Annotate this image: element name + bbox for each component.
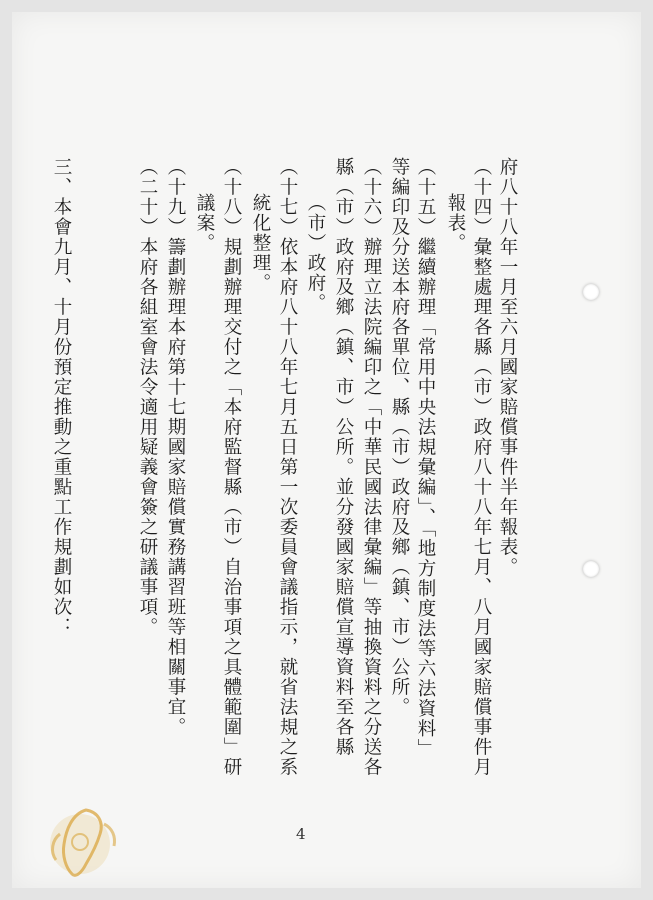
- text-column-6: （十六）辦理立法院編印之「中華民國法律彙編」等抽換資料之分送各: [361, 157, 382, 777]
- page-number: 4: [296, 825, 306, 843]
- taiwan-map-logo-icon: [42, 804, 124, 882]
- text-column-5: 等編印及分送本府各單位、縣（市）政府及鄉（鎮、市）公所。: [389, 157, 410, 717]
- text-column-14: （二十）本府各組室會法令適用疑義會簽之研議事項。: [137, 157, 158, 637]
- text-column-4: （十五）繼續辦理「常用中央法規彙編」、「地方制度法等六法資料」: [415, 157, 436, 759]
- document-page: [12, 12, 641, 888]
- text-column-10: 統化整理。: [250, 193, 271, 293]
- text-column-7: 縣（市）政府及鄉（鎮、市）公所。並分發國家賠償宣導資料至各縣: [333, 157, 354, 757]
- text-column-1: 府八十八年一月至六月國家賠償事件半年報表。: [497, 157, 518, 577]
- binder-hole-top: [583, 284, 599, 300]
- text-column-15: 三、本會九月、十月份預定推動之重點工作規劃如次：: [51, 157, 72, 637]
- text-column-9: （十七）依本府八十八年七月五日第一次委員會議指示，就省法規之系: [277, 157, 298, 777]
- text-column-8: （市）政府。: [305, 193, 326, 313]
- text-column-11: （十八）規劃辦理交付之「本府監督縣（市）自治事項之具體範圍」研: [221, 157, 242, 777]
- text-column-2: （十四）彙整處理各縣（市）政府八十八年七月、八月國家賠償事件月: [471, 157, 492, 777]
- text-column-12: 議案。: [194, 193, 215, 253]
- text-column-3: 報表。: [445, 193, 466, 253]
- text-column-13: （十九）籌劃辦理本府第十七期國家賠償實務講習班等相關事宜。: [165, 157, 186, 737]
- binder-hole-bottom: [583, 561, 599, 577]
